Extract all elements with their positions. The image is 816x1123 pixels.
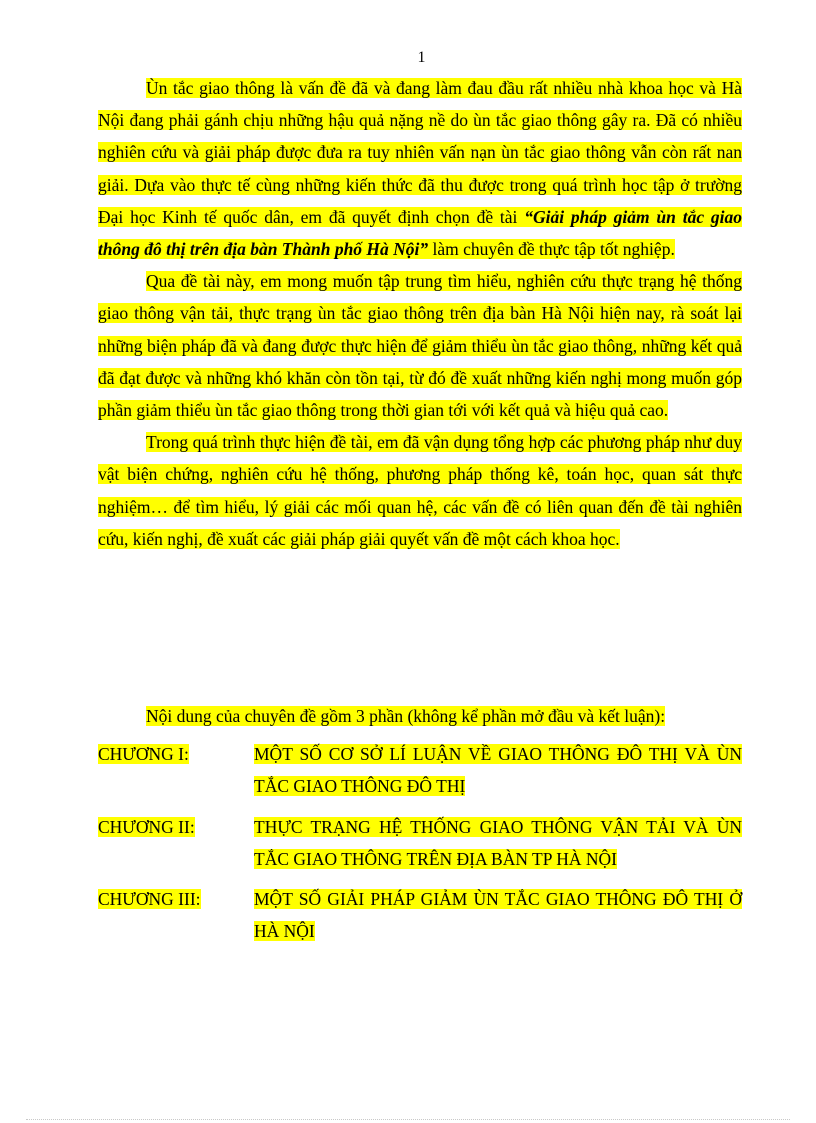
paragraph-1-end: làm chuyên đề thực tập tốt nghiệp.: [428, 239, 675, 260]
chapter-title: [254, 738, 742, 802]
paragraph-2: [98, 265, 742, 426]
page-bottom-divider: [26, 1119, 790, 1120]
paragraph-1-text: Ùn tắc giao thông là vấn đề đã và đang làm đau đầu rất nhiều nhà khoa học và Hà Nội đang phải gánh chịu những hậu quả nặng nề do ùn tắc giao thông gây ra. Đã có nhiều nghiên cứu và giải pháp được đưa ra tuy nhiên vấn nạn ùn tắc giao thông vẫn còn rất nan giải. Dựa vào thực tế cùng những kiến thức đã thu được trong quá trình học tập ở trường Đại học Kinh tế quốc dân, em đã quyết định chọn đề tài: [98, 78, 742, 227]
chapter-title-text: MỘT SỐ CƠ SỞ LÍ LUẬN VỀ GIAO THÔNG ĐÔ THỊ VÀ ÙN TẮC GIAO THÔNG ĐÔ THỊ: [254, 744, 742, 796]
paragraph-1: [98, 72, 742, 265]
chapter-title-text: MỘT SỐ GIẢI PHÁP GIẢM ÙN TẮC GIAO THÔNG ĐÔ THỊ Ở HÀ NỘI: [254, 889, 742, 941]
chapter-label-text: CHƯƠNG I:: [98, 744, 189, 764]
chapter-title-text: THỰC TRẠNG HỆ THỐNG GIAO THÔNG VẬN TẢI VÀ ÙN TẮC GIAO THÔNG TRÊN ĐỊA BÀN TP HÀ NỘI: [254, 817, 742, 869]
paragraph-3: [98, 426, 742, 555]
chapter-label: [98, 811, 195, 843]
chapter-label-text: CHƯƠNG III:: [98, 889, 201, 909]
paragraph-3-text: Trong quá trình thực hiện đề tài, em đã vận dụng tổng hợp các phương pháp như duy vật biện chứng, nghiên cứu hệ thống, phương pháp thống kê, toán học, quan sát thực nghiệm… để tìm hiểu, lý giải các mối quan hệ, các vấn đề có liên quan đến đề tài nghiên cứu, kiến nghị, đề xuất các giải pháp giải quyết vấn đề một cách khoa học.: [98, 432, 742, 549]
paragraph-2-text: Qua đề tài này, em mong muốn tập trung tìm hiểu, nghiên cứu thực trạng hệ thống giao thông vận tải, thực trạng ùn tắc giao thông trên địa bàn Hà Nội hiện nay, rà soát lại những biện pháp đã và đang được thực hiện để giảm thiểu ùn tắc giao thông, những kết quả đã đạt được và những khó khăn còn tồn tại, từ đó đề xuất những kiến nghị mong muốn góp phần giảm thiểu ùn tắc giao thông trong thời gian tới với kết quả và hiệu quả cao.: [98, 271, 742, 421]
chapter-label: [98, 738, 189, 770]
chapter-title: [254, 883, 742, 947]
chapter-label-text: CHƯƠNG II:: [98, 817, 195, 837]
document-body: [98, 72, 742, 555]
chapter-label: [98, 883, 201, 915]
page-number: 1: [417, 49, 426, 66]
chapter-title: [254, 811, 742, 875]
contents-intro: [146, 702, 665, 730]
contents-intro-text: Nội dung của chuyên đề gồm 3 phần (không kể phần mở đầu và kết luận):: [146, 706, 666, 726]
thesis-title: “Giải pháp giảm ùn tắc giao thông đô thị trên địa bàn Thành phố Hà Nội”: [98, 206, 742, 260]
